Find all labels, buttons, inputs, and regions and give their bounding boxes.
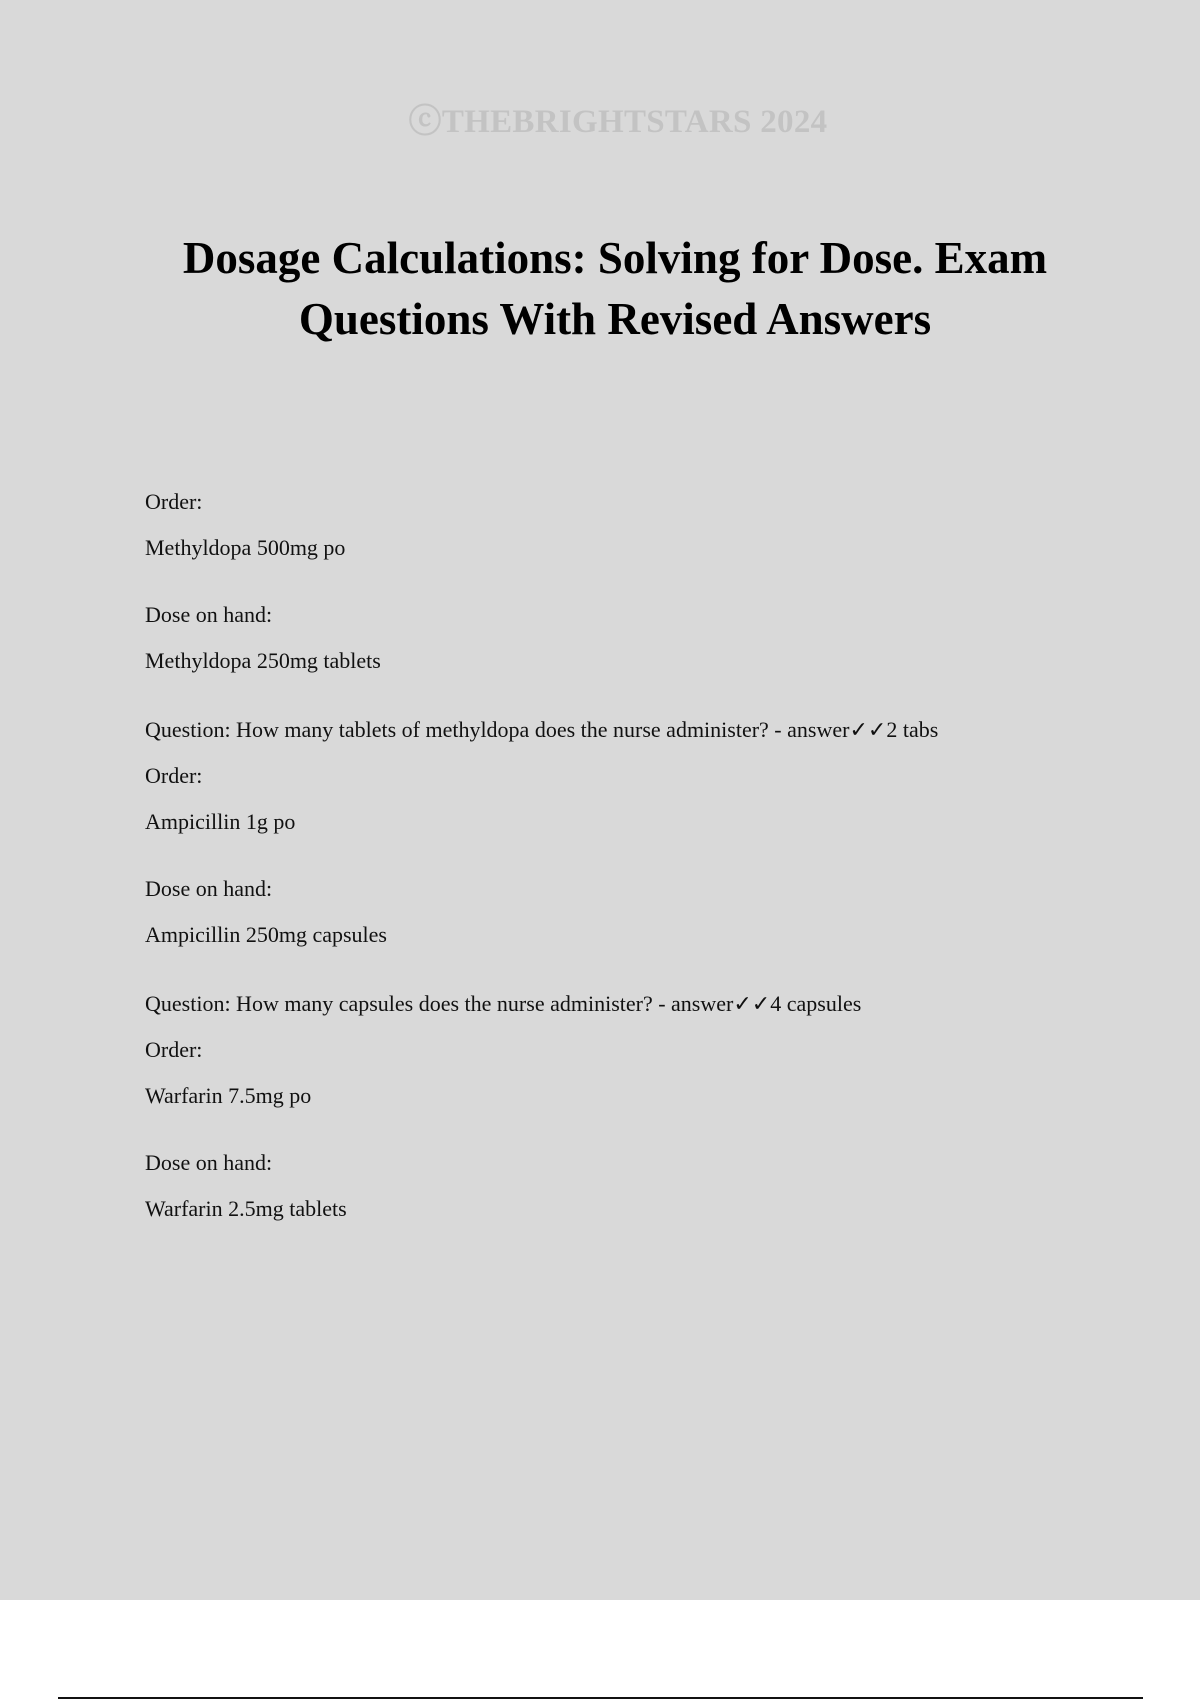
- dose-label: Dose on hand:: [145, 602, 273, 627]
- question-list: [145, 487, 1145, 1224]
- check-icon: ✓✓: [733, 992, 771, 1017]
- check-icon: ✓✓: [849, 718, 887, 743]
- dose-value: Ampicillin 250mg capsules: [145, 922, 387, 947]
- question-text: [145, 715, 1145, 746]
- question-item: [145, 761, 1145, 1020]
- document-title: Dosage Calculations: Solving for Dose. Exam Questions With Revised Answers: [182, 233, 1048, 344]
- dose-label: Dose on hand:: [145, 876, 273, 901]
- order-label: Order:: [145, 763, 203, 788]
- dose-label: Dose on hand:: [145, 1150, 273, 1175]
- answer-text: 2 tabs: [886, 717, 939, 742]
- order-value: Ampicillin 1g po: [145, 809, 296, 834]
- watermark: ⓒTHEBRIGHTSTARS 2024: [408, 104, 828, 140]
- footer-divider: [58, 1697, 1143, 1699]
- dose-value: Methyldopa 250mg tablets: [145, 648, 381, 673]
- answer-text: 4 capsules: [770, 991, 862, 1016]
- order-label: Order:: [145, 489, 203, 514]
- question-prompt: Question: How many tablets of methyldopa does the nurse administer? - answer: [145, 717, 850, 742]
- question-item: [145, 487, 1145, 746]
- question-prompt: Question: How many capsules does the nurse administer? - answer: [145, 991, 734, 1016]
- order-label: Order:: [145, 1037, 203, 1062]
- order-value: Methyldopa 500mg po: [145, 535, 346, 560]
- dose-value: Warfarin 2.5mg tablets: [145, 1196, 347, 1221]
- question-item: [145, 1035, 1145, 1224]
- order-value: Warfarin 7.5mg po: [145, 1083, 312, 1108]
- question-text: [145, 989, 1145, 1020]
